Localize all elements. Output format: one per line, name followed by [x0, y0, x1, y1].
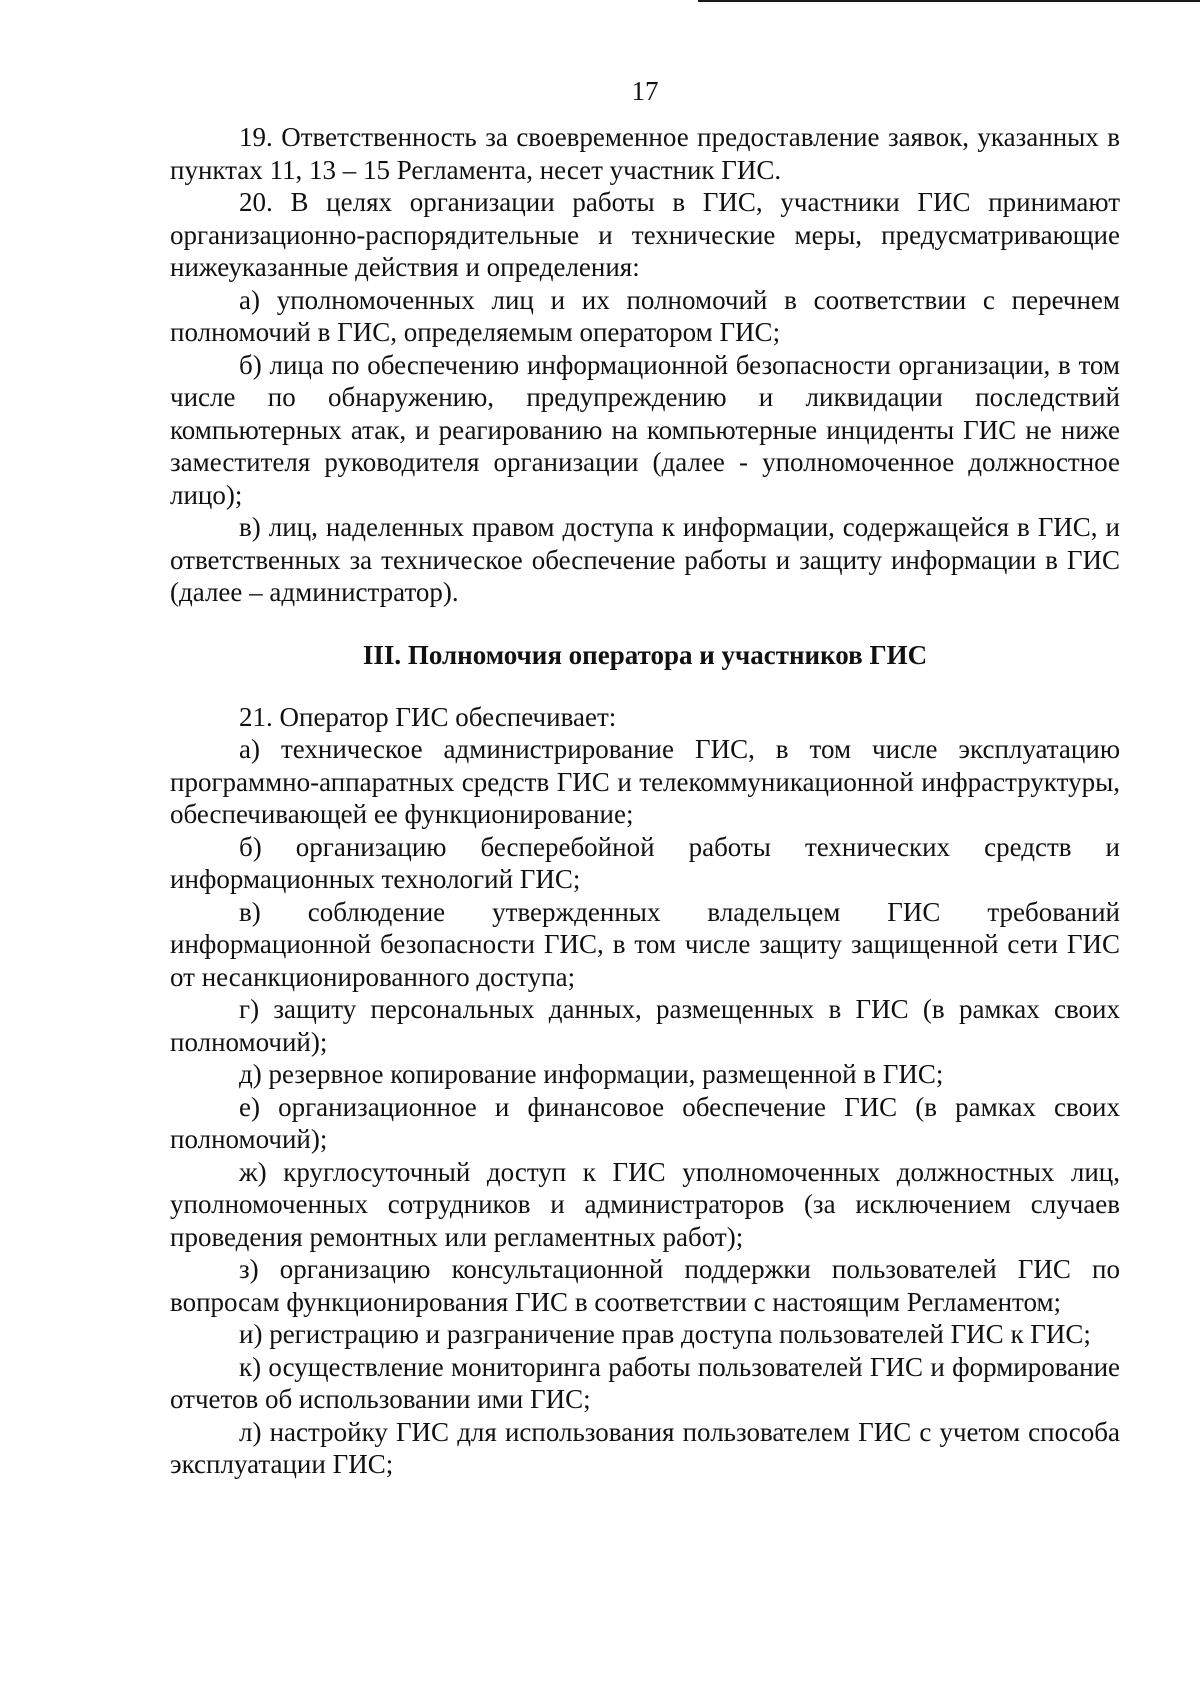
- paragraph-20-a: а) уполномоченных лиц и их полномочий в соответствии с перечнем полномочий в ГИС, определяемым оператором ГИС;: [170, 284, 1120, 347]
- paragraph-20: 20. В целях организации работы в ГИС, участники ГИС принимают организационно-распорядительные и технические меры, предусматривающие нижеуказанные действия и определения:: [170, 187, 1120, 282]
- paragraph-21-a: а) техническое администрирование ГИС, в том числе эксплуатацию программно-аппаратных средств ГИС и телекоммуникационной инфраструктуры, обеспечивающей ее функционирование;: [170, 734, 1120, 829]
- paragraph-20-b: б) лица по обеспечению информационной безопасности организации, в том числе по обнаружению, предупреждению и ликвидации последствий компьютерных атак, и реагированию на компьютерные инциденты ГИС не ниже заместителя руководителя организации (далее - уполномоченное должностное лицо);: [170, 349, 1120, 510]
- paragraph-21-v: в) соблюдение утвержденных владельцем ГИС требований информационной безопасности ГИС, в том числе защиту защищенной сети ГИС от несанкционированного доступа;: [170, 896, 1120, 992]
- paragraph-21-l: л) настройку ГИС для использования пользователем ГИС с учетом способа эксплуатации ГИС;: [170, 1416, 1120, 1479]
- paragraph-21-g: г) защиту персональных данных, размещенных в ГИС (в рамках своих полномочий);: [170, 994, 1120, 1057]
- paragraph-21: 21. Оператор ГИС обеспечивает:: [239, 701, 617, 732]
- paragraph-21-i: и) регистрацию и разграничение прав доступа пользователей ГИС к ГИС;: [239, 1319, 1091, 1349]
- paragraph-21-k: к) осуществление мониторинга работы пользователей ГИС и формирование отчетов об использовании ими ГИС;: [170, 1351, 1120, 1414]
- document-page: [170, 70, 1120, 1481]
- top-edge-rule: [698, 0, 1200, 2]
- paragraph-21-z: з) организацию консультационной поддержки пользователей ГИС по вопросам функционирования ГИС в соответствии с настоящим Регламентом;: [170, 1254, 1120, 1317]
- page-number: 17: [631, 76, 659, 106]
- paragraph-21-b: б) организацию бесперебойной работы технических средств и информационных технологий ГИС;: [170, 831, 1120, 894]
- paragraph-19: 19. Ответственность за своевременное предоставление заявок, указанных в пунктах 11, 13 – 15 Регламента, несет участник ГИС.: [170, 122, 1120, 185]
- paragraph-20-v: в) лиц, наделенных правом доступа к информации, содержащейся в ГИС, и ответственных за техническое обеспечение работы и защиту информации в ГИС (далее – администратор).: [170, 512, 1120, 607]
- paragraph-21-d: д) резервное копирование информации, размещенной в ГИС;: [239, 1059, 944, 1089]
- section-heading: III. Полномочия оператора и участников ГИС: [362, 639, 928, 670]
- paragraph-21-e: е) организационное и финансовое обеспечение ГИС (в рамках своих полномочий);: [170, 1091, 1120, 1154]
- paragraph-21-zh: ж) круглосуточный доступ к ГИС уполномоченных должностных лиц, уполномоченных сотрудников и администраторов (за исключением случаев проведения ремонтных или регламентных работ);: [170, 1156, 1120, 1252]
